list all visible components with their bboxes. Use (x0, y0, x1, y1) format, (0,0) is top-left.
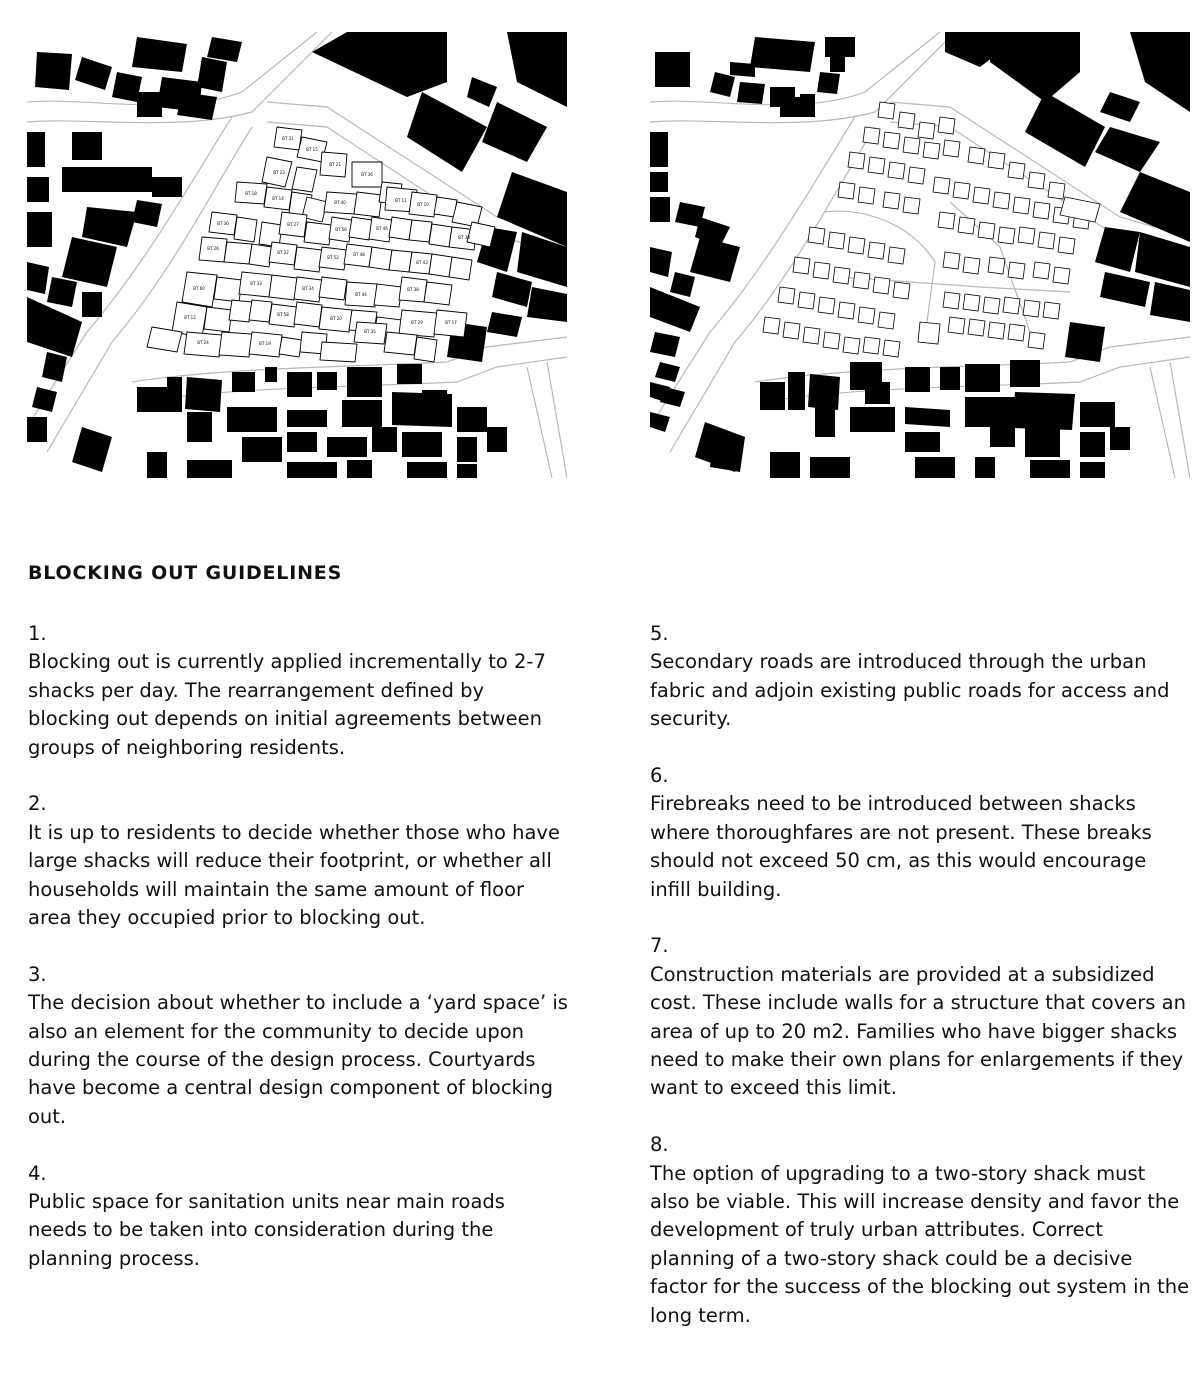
guideline-7 (650, 932, 1190, 1102)
guideline-6 (650, 762, 1190, 904)
settlement-map-before (27, 32, 567, 478)
shack-label: BT 60 (193, 286, 205, 291)
guideline-number: 6. (650, 764, 669, 788)
shack-label: BT 35 (364, 329, 376, 334)
shack-label: BT 26 (207, 246, 219, 251)
shack-label: BT 19 (259, 341, 271, 346)
settlement-map-before-drawing (27, 32, 567, 478)
guideline-number: 4. (28, 1161, 47, 1185)
settlement-map-after-drawing (650, 32, 1190, 478)
shack-label: BT 40 (334, 200, 346, 205)
shack-label: BT 46 (376, 226, 388, 231)
shack-label: BT 39 (458, 235, 470, 240)
shack-label: BT 56 (335, 227, 347, 232)
shack-label: BT 43 (416, 260, 428, 265)
surrounding-buildings (650, 32, 1190, 478)
page-heading: BLOCKING OUT GUIDELINES (28, 562, 343, 584)
guideline-text: Blocking out is currently applied incrementally to 2-7 shacks per day. The rearrangement defined by blocking out depends on initial agreements between groups of neighboring residents. (28, 650, 546, 759)
guidelines-column-left (28, 620, 568, 1302)
shack-label: BT 48 (353, 252, 365, 257)
guideline-text: The decision about whether to include a ‘yard space’ is also an element for the community to decide upon during the course of the design process. Courtyards have become a central design component of blocking out. (28, 991, 568, 1128)
shack-label: BT 52 (327, 255, 339, 260)
shack-label: BT 34 (302, 286, 314, 291)
guideline-number: 8. (650, 1133, 669, 1157)
shack-label: BT 14 (272, 196, 284, 201)
shack-label: BT 15 (306, 147, 318, 152)
shack-label: BT 38 (407, 287, 419, 292)
guideline-number: 2. (28, 792, 47, 816)
shack-label: BT 29 (411, 320, 423, 325)
guideline-4 (28, 1160, 568, 1274)
shack-label: BT 36 (361, 172, 373, 177)
guideline-number: 3. (28, 962, 47, 986)
guideline-1 (28, 620, 568, 762)
guideline-3 (28, 961, 568, 1131)
shack-label: BT 17 (445, 320, 457, 325)
shack-outlines (147, 127, 495, 362)
guideline-number: 7. (650, 934, 669, 958)
shack-label: BT 10 (417, 202, 429, 207)
guideline-number: 5. (650, 622, 669, 645)
guideline-8 (650, 1131, 1190, 1330)
shack-label: BT 33 (250, 281, 262, 286)
shack-label: BT 27 (287, 222, 299, 227)
shack-label: BT 24 (197, 340, 209, 345)
guideline-text: Firebreaks need to be introduced between shacks where thoroughfares are not present. These breaks should not exceed 50 cm, as this would encourage infill building. (650, 792, 1152, 901)
guideline-5 (650, 620, 1190, 734)
guideline-number: 1. (28, 622, 47, 645)
shack-label: BT 23 (273, 170, 285, 175)
guideline-text: The option of upgrading to a two-story shack must also be viable. This will increase density and favor the development of truly urban attributes. Correct planning of a two-story shack could be a decisive factor for the success of the blocking out system in the long term. (650, 1161, 1190, 1327)
shack-label: BT 31 (282, 136, 294, 141)
shack-label: BT 18 (245, 191, 257, 196)
guidelines-column-right (650, 620, 1190, 1359)
shack-label: BT 20 (330, 316, 342, 321)
guideline-2 (28, 790, 568, 932)
shack-label: BT 12 (184, 315, 196, 320)
shack-label: BT 22 (277, 250, 289, 255)
guideline-text: Public space for sanitation units near main roads needs to be taken into consideration during the planning process. (28, 1190, 505, 1270)
shack-label: BT 30 (217, 221, 229, 226)
guideline-text: Construction materials are provided at a subsidized cost. These include walls for a structure that covers an area of up to 20 m2. Families who have bigger shacks need to make their own plans for enlargements if they want to exceed this limit. (650, 962, 1186, 1100)
shack-label: BT 44 (355, 292, 367, 297)
shack-label: BT 58 (277, 312, 289, 317)
guideline-text: Secondary roads are introduced through the urban fabric and adjoin existing public roads for access and security. (650, 650, 1170, 731)
shack-label: BT 21 (329, 162, 341, 167)
settlement-map-after (650, 32, 1190, 478)
guideline-text: It is up to residents to decide whether those who have large shacks will reduce their footprint, or whether all households will maintain the same amount of floor area they occupied prior to blocking out. (28, 820, 560, 930)
shack-label: BT 11 (395, 198, 407, 203)
